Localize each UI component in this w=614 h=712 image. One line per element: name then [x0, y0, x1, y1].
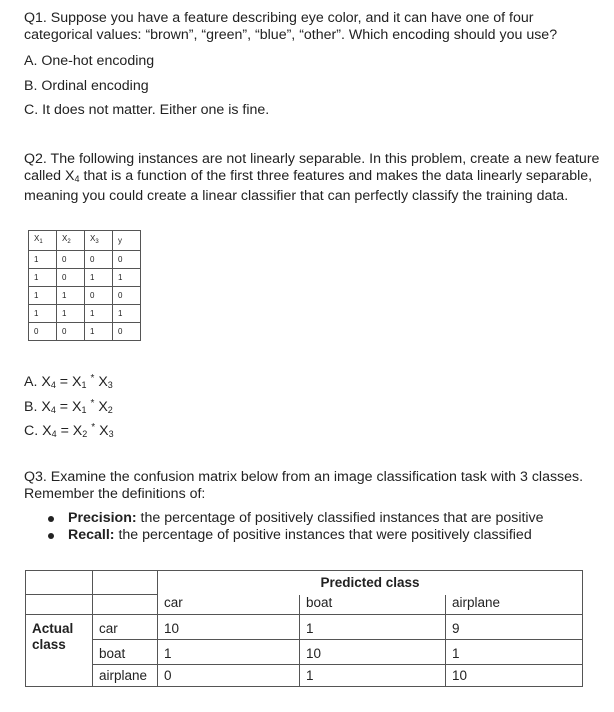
feature-table-header: $X_2$	[57, 231, 85, 251]
feature-table-cell: 0	[57, 323, 85, 341]
q1-question: Q1. Suppose you have a feature describing eye color, and it can have one of four categorical values: “brown”, “green”, “blue”, “other”. Which encoding should you use?	[24, 10, 558, 43]
q2-question: Q2. The following instances are not linearly separable. In this problem, create a new feature called $X_4$ that is a function of the first three features and makes the data linearly separable, meaning you could create a linear classifier that can perfectly classify the training data.	[24, 151, 600, 204]
feature-table-cell: 1	[113, 269, 141, 287]
feature-table-cell: 0	[29, 323, 57, 341]
col-header-airplane: airplane	[446, 595, 583, 615]
feature-table-cell: 0	[113, 251, 141, 269]
feature-table-cell: 0	[57, 251, 85, 269]
cm-corner-2	[93, 571, 158, 595]
feature-table-row	[29, 269, 141, 287]
row-label-car: car	[93, 615, 158, 640]
feature-table-cell: 1	[57, 305, 85, 323]
col-header-car: car	[158, 595, 300, 615]
cell-boat-car: 1	[158, 640, 300, 665]
feature-table	[28, 230, 141, 341]
q2-option-a[interactable]: A. $X_4 = X_1$ * $X_3$	[24, 373, 113, 390]
cell-airplane-car: 0	[158, 665, 300, 687]
feature-table-cell: 0	[113, 287, 141, 305]
feature-table-cell: 1	[85, 305, 113, 323]
feature-table-cell: 0	[85, 287, 113, 305]
cell-car-boat: 1	[300, 615, 446, 640]
feature-table-cell: 1	[85, 323, 113, 341]
cell-car-car: 10	[158, 615, 300, 640]
feature-table-cell: 1	[85, 269, 113, 287]
feature-table-cell: 1	[29, 287, 57, 305]
feature-table-cell: 0	[57, 269, 85, 287]
row-label-airplane: airplane	[93, 665, 158, 687]
cell-boat-boat: 10	[300, 640, 446, 665]
definition-recall: Recall: the percentage of positive instances that were positively classified	[40, 527, 544, 544]
cell-car-airplane: 9	[446, 615, 583, 640]
cell-airplane-airplane: 10	[446, 665, 583, 687]
feature-table-row	[29, 323, 141, 341]
cell-airplane-boat: 1	[300, 665, 446, 687]
q2-option-c[interactable]: C. $X_4 = X_2$ * $X_3$	[24, 422, 114, 439]
col-header-boat: boat	[300, 595, 446, 615]
feature-table-row	[29, 305, 141, 323]
q1-option-a[interactable]: A. One-hot encoding	[24, 53, 155, 69]
feature-table-row	[29, 251, 141, 269]
q2-option-b[interactable]: B. $X_4 = X_1$ * $X_2$	[24, 398, 113, 415]
feature-table-cell: 0	[113, 323, 141, 341]
feature-table-header: $X_3$	[85, 231, 113, 251]
confusion-matrix	[25, 570, 583, 687]
actual-class-header: Actual class	[26, 615, 93, 687]
feature-table-cell: 1	[113, 305, 141, 323]
cell-boat-airplane: 1	[446, 640, 583, 665]
cm-blank	[93, 595, 158, 615]
definition-precision: Precision: the percentage of positively classified instances that are positive	[40, 510, 544, 527]
feature-table-cell: 1	[29, 269, 57, 287]
row-label-boat: boat	[93, 640, 158, 665]
feature-table-header: $X_1$	[29, 231, 57, 251]
q3-question: Q3. Examine the confusion matrix below from an image classification task with 3 classes. Remember the definitions of:	[24, 469, 584, 502]
definitions-list	[40, 510, 544, 544]
q1-option-b[interactable]: B. Ordinal encoding	[24, 78, 149, 94]
feature-table-cell: 1	[29, 251, 57, 269]
feature-table-row	[29, 287, 141, 305]
feature-table-cell: 1	[29, 305, 57, 323]
cm-blank	[26, 595, 93, 615]
feature-table-header: y	[113, 231, 141, 251]
cm-corner	[26, 571, 93, 595]
feature-table-cell: 1	[57, 287, 85, 305]
feature-table-cell: 0	[85, 251, 113, 269]
predicted-class-header: Predicted class	[158, 571, 583, 595]
q1-option-c[interactable]: C. It does not matter. Either one is fine.	[24, 102, 270, 118]
